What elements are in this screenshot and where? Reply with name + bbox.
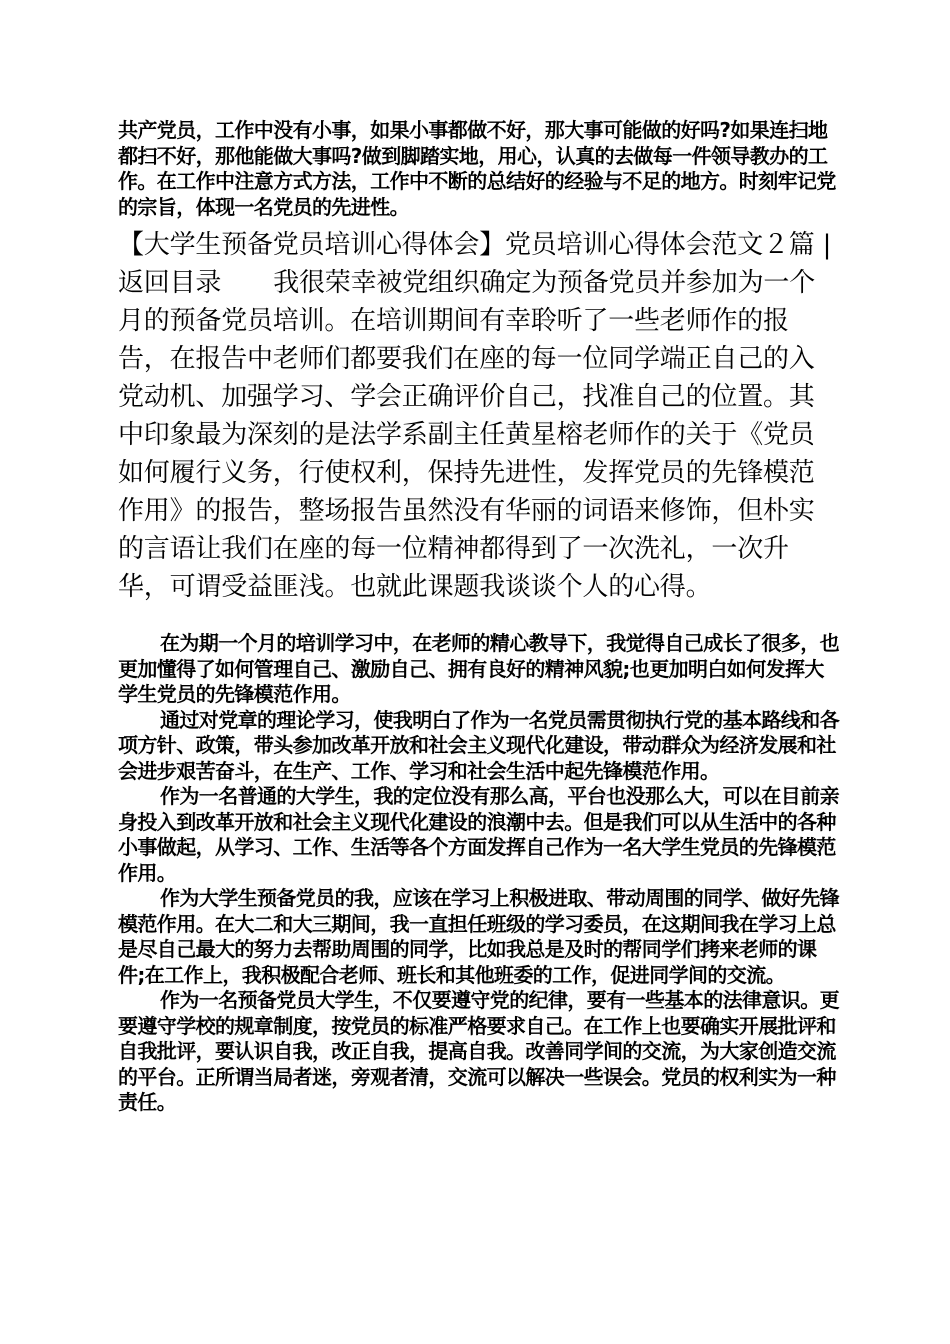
body-paragraph-2: 通过对党章的理论学习，使我明白了作为一名党员需贯彻执行党的基本路线和各项方针、政策，带头参加改革开放和社会主义现代化建设，带动群众为经济发展和社会进步艰苦奋斗，在生产、工作、学习和社会生活中起先锋模范作用。 — [118, 707, 839, 783]
article-heading — [118, 226, 840, 606]
body-paragraph-4: 作为大学生预备党员的我，应该在学习上积极进取、带动周围的同学、做好先锋模范作用。在大二和大三期间，我一直担任班级的学习委员，在这期间我在学习上总是尽自己最大的努力去帮助周围的同学，比如我总是及时的帮同学们拷来老师的课件;在工作上，我积极配合老师、班长和其他班委的工作，促进同学间的交流。 — [118, 886, 839, 987]
document-page — [118, 118, 840, 1116]
body-paragraph-3: 作为一名普通的大学生，我的定位没有那么高，平台也没那么大，可以在目前亲身投入到改革开放和社会主义现代化建设的浪潮中去。但是我们可以从生活中的各种小事做起，从学习、工作、生活等各个方面发挥自己作为一名大学生党员的先锋模范作用。 — [118, 784, 839, 885]
intro-paragraph: 共产党员，工作中没有小事，如果小事都做不好，那大事可能做的好吗?如果连扫地都扫不好，那他能做大事吗?做到脚踏实地，用心，认真的去做每一件领导教办的工作。在工作中注意方式方法，工作中不断的总结好的经验与不足的地方。时刻牢记党的宗旨，体现一名党员的先进性。 — [118, 118, 836, 219]
article-title: 【大学生预备党员培训心得体会】党员培训心得体会范文２篇 | 返回目录 — [118, 230, 832, 298]
body-paragraph-1: 在为期一个月的培训学习中，在老师的精心教导下，我觉得自己成长了很多，也更加懂得了如何管理自己、激励自己、拥有良好的精神风貌;也更加明白如何发挥大学生党员的先锋模范作用。 — [118, 631, 839, 706]
article-lead-text: 我很荣幸被党组织确定为预备党员并参加为一个月的预备党员培训。在培训期间有幸聆听了一些老师作的报告，在报告中老师们都要我们在座的每一位同学端正自己的入党动机、加强学习、学会正确评价自己，找准自己的位置。其中印象最为深刻的是法学系副主任黄星榕老师作的关于《党员如何履行义务，行使权利，保持先进性，发挥党员的先锋模范作用》的报告，整场报告虽然没有华丽的词语来修饰，但朴实的言语让我们在座的每一位精神都得到了一次洗礼，一次升华，可谓受益匪浅。也就此课题我谈谈个人的心得。 — [118, 268, 816, 602]
body-paragraph-5: 作为一名预备党员大学生，不仅要遵守党的纪律，要有一些基本的法律意识。更要遵守学校的规章制度，按党员的标准严格要求自己。在工作上也要确实开展批评和自我批评，要认识自我，改正自我，提高自我。改善同学间的交流，为大家创造交流的平台。正所谓当局者迷，旁观者清，交流可以解决一些误会。党员的权利实为一种责任。 — [118, 988, 839, 1114]
body-section — [118, 631, 840, 1116]
